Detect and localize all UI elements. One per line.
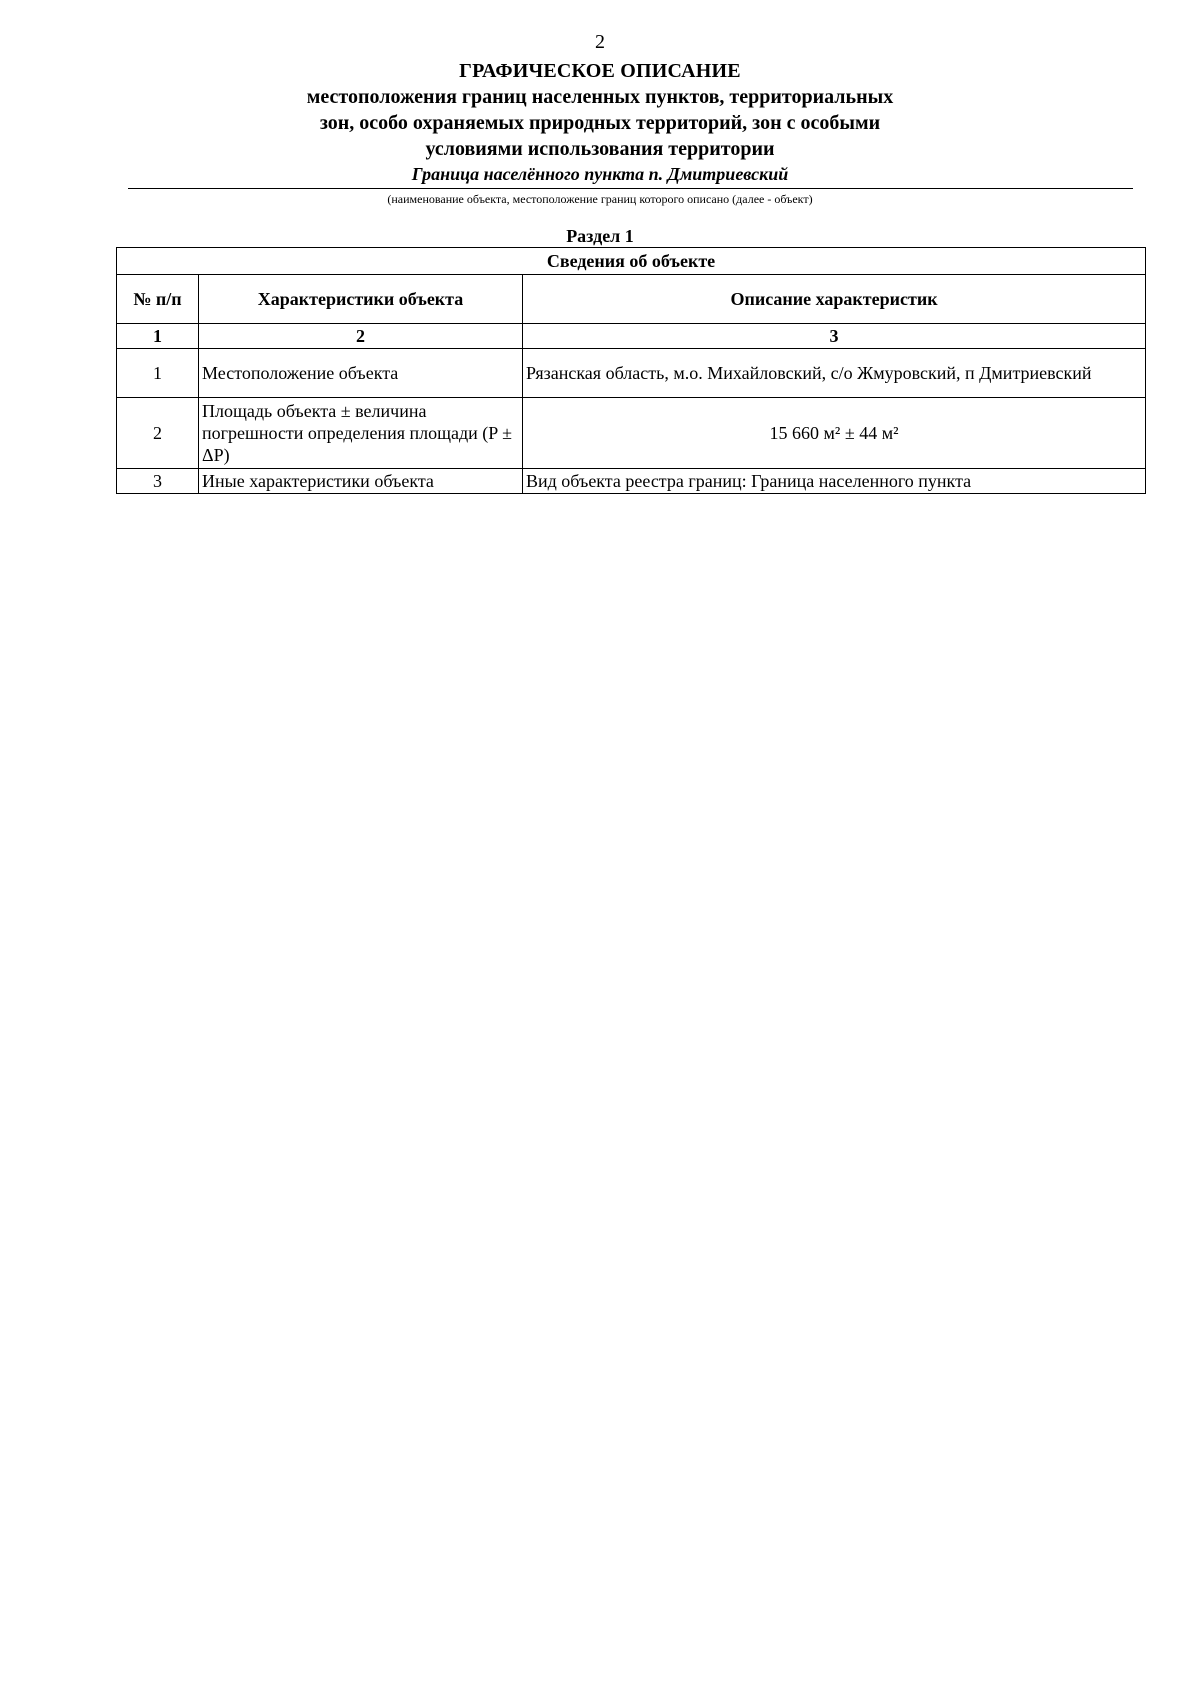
document-subtitle-line-2: зон, особо охраняемых природных территорий, зон с особыми [319, 112, 881, 134]
column-number-row [117, 324, 1146, 349]
column-number: 1 [117, 324, 199, 349]
object-name: Граница населённого пункта п. Дмитриевский [411, 164, 789, 184]
page-number: 2 [595, 31, 605, 53]
object-name-caption: (наименование объекта, местоположение границ которого описано (далее - объект) [387, 192, 813, 206]
row-number: 1 [117, 349, 199, 398]
row-characteristic: Площадь объекта ± величина погрешности определения площади (P ± ΔP) [199, 398, 523, 469]
row-description: 15 660 м² ± 44 м² [523, 398, 1146, 469]
row-number: 3 [117, 469, 199, 494]
row-number: 2 [117, 398, 199, 469]
object-info-table [116, 247, 1146, 494]
row-description: Рязанская область, м.о. Михайловский, с/о Жмуровский, п Дмитриевский [523, 349, 1146, 398]
document-subtitle-line-3: условиями использования территории [425, 138, 775, 160]
table-row [117, 349, 1146, 398]
column-number: 2 [199, 324, 523, 349]
header-characteristic: Характеристики объекта [199, 275, 523, 324]
object-name-underline [128, 188, 1133, 189]
table-header-row [117, 275, 1146, 324]
row-description: Вид объекта реестра границ: Граница населенного пункта [523, 469, 1146, 494]
table-row [117, 398, 1146, 469]
title-block [0, 58, 1200, 186]
row-characteristic: Иные характеристики объекта [199, 469, 523, 494]
document-title: ГРАФИЧЕСКОЕ ОПИСАНИЕ [459, 60, 741, 82]
table-caption: Сведения об объекте [117, 248, 1146, 275]
document-subtitle-line-1: местоположения границ населенных пунктов, территориальных [306, 86, 894, 108]
column-number: 3 [523, 324, 1146, 349]
header-num: № п/п [117, 275, 199, 324]
row-characteristic: Местоположение объекта [199, 349, 523, 398]
section-title: Раздел 1 [566, 226, 634, 246]
table-caption-row [117, 248, 1146, 275]
table-row [117, 469, 1146, 494]
header-description: Описание характеристик [523, 275, 1146, 324]
